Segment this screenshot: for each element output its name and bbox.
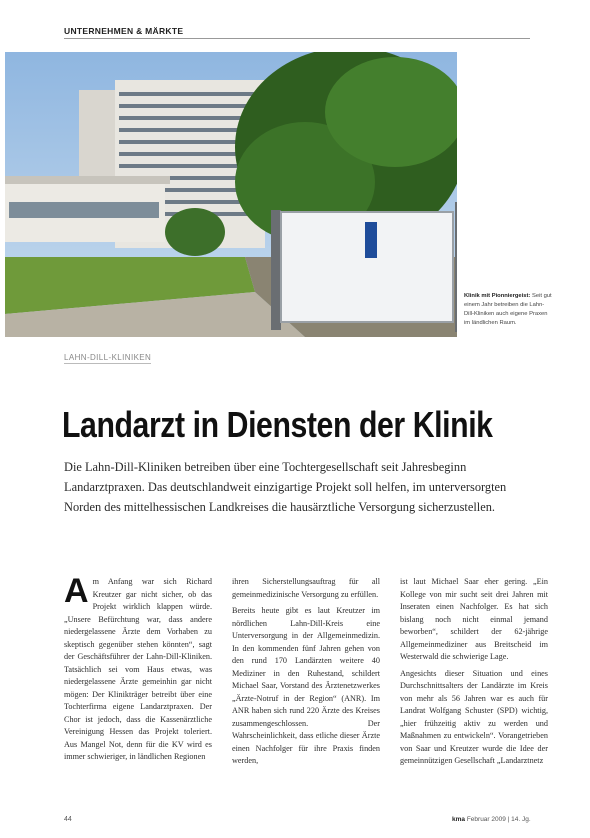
section-label: UNTERNEHMEN & MÄRKTE (64, 26, 184, 36)
article-lead: Die Lahn-Dill-Kliniken betreiben über eine Tochtergesellschaft seit Jahresbeginn Landarztpraxen. Das deutschlandweit einzigartige Projekt soll helfen, im unterversorgten Norden des mittelhessischen Landkreises die hausärztliche Versorgung sicherzustellen. (64, 460, 507, 514)
article-column-3 (400, 576, 548, 772)
clinic-logo-icon (365, 222, 377, 258)
body-paragraph: Bereits heute gibt es laut Kreutzer im nördlichen Lahn-Dill-Kreis eine Unterversorgung in der Allgemeinmedizin. In den kommenden fünf Jahren gehen von den rund 170 Landärzten weitere 40 Mediziner in den Ruhestand, schildert Michael Saar, Vorstand des Ärztenetzwerkes „Ärzte-Notruf in der Region“ (ANR). Im ANR haben sich rund 220 Ärzte des Kreises zusammengeschlossen. Der Wahrscheinlichkeit, dass etliche dieser Ärzte einen Nachfolger für ihre Praxis finden werden, (232, 606, 380, 765)
page-number: 44 (64, 816, 72, 823)
article-column-1 (64, 572, 212, 768)
hospital-photo (5, 52, 457, 337)
body-paragraph: ist laut Michael Saar eher gering. „Ein Kollege von mir sucht seit drei Jahren mit Inseraten einen Nachfolger. Es hat sich bislang noch nicht einmal jemand beworben“, schildert der 62-jährige Allgemeinmediziner aus Breitscheid im Westerwald die schwierige Lage. (400, 577, 548, 661)
body-paragraph: m Anfang war sich Richard Kreutzer gar nicht sicher, ob das Projekt wirklich klappen würde. „Unsere Befürchtung war, dass andere niedergelassene Ärzte dem Vorhaben zu skeptisch gegenüber stehen könnten“, sagt der Geschäftsführer der Lahn-Dill-Kliniken. Tatsächlich sei vom Haus etwas, was niedergelassene Ärzte gemeinhin gar nicht mögen: Der Klinikträger betreibt über eine Tochterfirma eigene Landarztpraxen. Der Chor ist jedoch, dass die Kassenärztliche Vereinigung Hessen das Projekt toleriert. Aus Mangel Not, denn für die KV wird es immer schwieriger, in ländlichen Regionen (64, 577, 212, 761)
body-paragraph: ihren Sicherstellungsauftrag für all gemeinmedizinische Versorgung zu erfüllen. (232, 577, 380, 599)
caption-text: Seit gut einem Jahr betreiben die Lahn-Dill-Kliniken auch eigene Praxen im ländlichen Raum. (464, 293, 552, 326)
body-paragraph: Angesichts dieser Situation und eines Durchschnittsalters der Landärzte im Kreis von mehr als 56 Jahren war es auch für Landrat Wolfgang Schuster (SPD) wichtig, „hier frühzeitig aktiv zu werden und Maßnahmen zu entwickeln“. Vorangetrieben von Saar und Kreutzer wurde die Idee der gemeinnützigen Gesellschaft „Landarztnetz (400, 668, 548, 765)
magazine-name: kma (452, 816, 466, 823)
article-kicker: LAHN-DILL-KLINIKEN (64, 353, 152, 362)
article-column-2 (232, 576, 380, 772)
footer-issue (452, 816, 531, 823)
caption-title: Klinik mit Pionniergeist: (464, 293, 531, 299)
hospital-photo-illustration (5, 52, 457, 337)
dropcap: A (64, 572, 89, 610)
issue-date: Februar 2009 | 14. Jg. (466, 816, 531, 823)
article-headline: Landarzt in Diensten der Klinik (62, 404, 493, 445)
section-divider (64, 38, 530, 39)
photo-caption (464, 292, 554, 328)
